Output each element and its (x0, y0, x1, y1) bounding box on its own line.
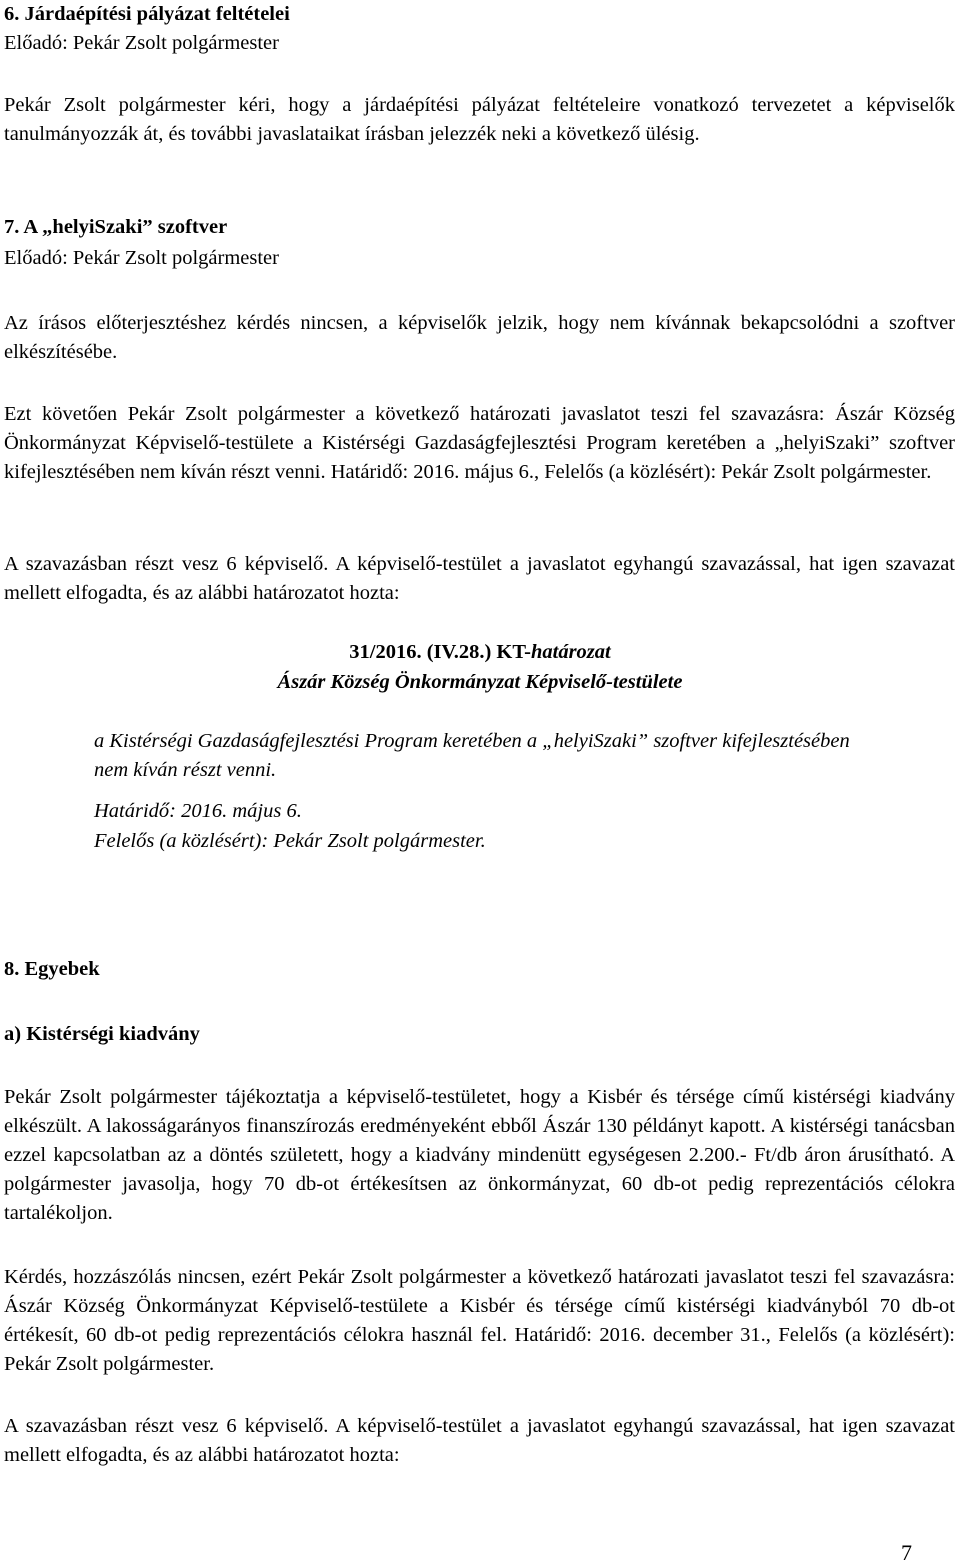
resolution-number-text: 31/2016. (IV.28.) KT- (349, 641, 531, 663)
page-number: 7 (901, 1540, 912, 1565)
resolution-body: Ászár Község Önkormányzat Képviselő-testülete (277, 671, 683, 693)
section-6-presenter: Előadó: Pekár Zsolt polgármester (4, 32, 279, 54)
section-8-vote: A szavazásban részt vesz 6 képviselő. A képviselő-testület a javaslatot egyhangú szavazással, hat igen szavazat mellett elfogadta, és az alábbi határozatot hozta: (4, 1415, 955, 1466)
section-6-paragraph: Pekár Zsolt polgármester kéri, hogy a járdaépítési pályázat feltételeire vonatkozó tervezetet a képviselők tanulmányozzák át, és további javaslataikat írásban jelezzék neki a következő ülésig. (4, 94, 955, 145)
resolution-text: a Kistérségi Gazdaságfejlesztési Program keretében a „helyiSzaki” szoftver kifejlesztésében nem kíván részt venni. (94, 730, 850, 781)
section-8-paragraph-2: Kérdés, hozzászólás nincsen, ezért Pekár Zsolt polgármester a következő határozati javaslatot teszi fel szavazásra: Ászár Község Önkormányzat Képviselő-testülete a Kisbér és térsége című kistérségi kiadványból 70 db-ot értékesít, 60 db-ot pedig reprezentációs célokra használ fel. Határidő: 2016. december 31., Felelős (a közlésért): Pekár Zsolt polgármester. (4, 1266, 955, 1375)
resolution-responsible: Felelős (a közlésért): Pekár Zsolt polgármester. (94, 830, 486, 852)
section-7-paragraph-1: Az írásos előterjesztéshez kérdés nincsen, a képviselők jelzik, hogy nem kívánnak bekapcsolódni a szoftver elkészítésébe. (4, 312, 955, 363)
section-7-paragraph-2: Ezt követően Pekár Zsolt polgármester a következő határozati javaslatot teszi fel szavazásra: Ászár Község Önkormányzat Képviselő-testülete a Kistérségi Gazdaságfejlesztési Program keretében a „helyiSzaki” szoftver kifejlesztésében nem kíván részt venni. Határidő: 2016. május 6., Felelős (a közlésért): Pekár Zsolt polgármester. (4, 403, 955, 483)
resolution-word: határozat (530, 641, 611, 663)
section-8-paragraph-1: Pekár Zsolt polgármester tájékoztatja a képviselő-testületet, hogy a Kisbér és térsége című kistérségi kiadvány elkészült. A lakosságarányos finanszírozás eredményeként ebből Ászár 130 példányt kapott. A kistérségi tanácsban ezzel kapcsolatban az a döntés született, hogy a kiadvány mindenütt egységesen 2.200.- Ft/db áron árusítható. A polgármester javasolja, hogy 70 db-ot értékesítsen az önkormányzat, 60 db-ot pedig reprezentációs célokra tartalékoljon. (4, 1086, 955, 1224)
section-6-title: 6. Járdaépítési pályázat feltételei (4, 3, 290, 25)
section-7-presenter: Előadó: Pekár Zsolt polgármester (4, 247, 279, 269)
section-8-subtitle: a) Kistérségi kiadvány (4, 1023, 200, 1045)
section-7-vote: A szavazásban részt vesz 6 képviselő. A képviselő-testület a javaslatot egyhangú szavazással, hat igen szavazat mellett elfogadta, és az alábbi határozatot hozta: (4, 553, 955, 604)
resolution-number (0, 638, 960, 667)
section-7-title: 7. A „helyiSzaki” szoftver (4, 216, 228, 238)
section-8-title: 8. Egyebek (4, 958, 100, 980)
resolution-deadline: Határidő: 2016. május 6. (94, 800, 302, 822)
